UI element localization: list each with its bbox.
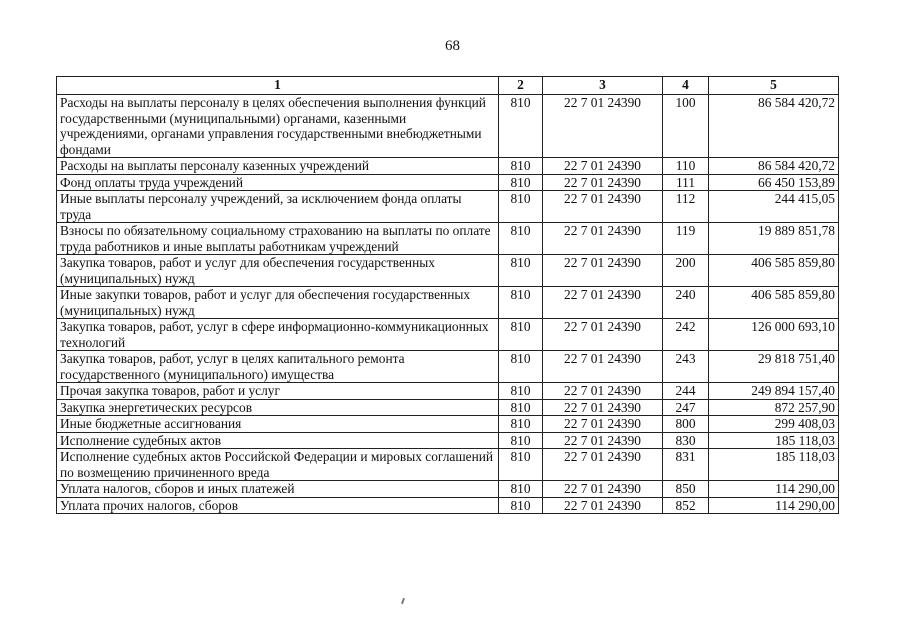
row-ministry-code: 810 [499,383,543,400]
table-row [57,449,839,481]
row-expense-type: 242 [663,319,709,351]
table-row [57,481,839,498]
row-target-article: 22 7 01 24390 [543,223,663,255]
row-amount: 86 584 420,72 [709,158,839,175]
table-row [57,319,839,351]
table-row [57,158,839,175]
row-amount: 406 585 859,80 [709,255,839,287]
row-amount: 19 889 851,78 [709,223,839,255]
row-expense-type: 247 [663,399,709,416]
row-target-article: 22 7 01 24390 [543,319,663,351]
row-target-article: 22 7 01 24390 [543,95,663,158]
table-row [57,497,839,514]
table-row [57,383,839,400]
row-target-article: 22 7 01 24390 [543,416,663,433]
row-amount: 29 818 751,40 [709,351,839,383]
row-expense-type: 800 [663,416,709,433]
table-row [57,255,839,287]
table-row [57,95,839,158]
column-header-4: 4 [663,77,709,95]
row-expense-type: 100 [663,95,709,158]
row-description: Иные выплаты персоналу учреждений, за исключением фонда оплаты труда [57,191,499,223]
row-description: Исполнение судебных актов Российской Федерации и мировых соглашений по возмещению причиненного вреда [57,449,499,481]
row-ministry-code: 810 [499,174,543,191]
row-amount: 86 584 420,72 [709,95,839,158]
row-ministry-code: 810 [499,449,543,481]
row-target-article: 22 7 01 24390 [543,158,663,175]
row-ministry-code: 810 [499,351,543,383]
row-ministry-code: 810 [499,223,543,255]
row-expense-type: 111 [663,174,709,191]
row-amount: 185 118,03 [709,432,839,449]
row-ministry-code: 810 [499,319,543,351]
table-row [57,416,839,433]
row-expense-type: 830 [663,432,709,449]
column-header-5: 5 [709,77,839,95]
budget-table [56,76,839,514]
row-description: Исполнение судебных актов [57,432,499,449]
row-expense-type: 831 [663,449,709,481]
row-ministry-code: 810 [499,432,543,449]
scan-artifact-mark [401,598,405,604]
column-header-3: 3 [543,77,663,95]
row-amount: 66 450 153,89 [709,174,839,191]
row-expense-type: 110 [663,158,709,175]
page-number: 68 [445,38,460,54]
row-ministry-code: 810 [499,416,543,433]
row-amount: 299 408,03 [709,416,839,433]
row-ministry-code: 810 [499,497,543,514]
row-amount: 872 257,90 [709,399,839,416]
row-target-article: 22 7 01 24390 [543,383,663,400]
row-amount: 249 894 157,40 [709,383,839,400]
row-target-article: 22 7 01 24390 [543,255,663,287]
table-row [57,174,839,191]
row-description: Закупка товаров, работ и услуг для обеспечения государственных (муниципальных) нужд [57,255,499,287]
row-expense-type: 240 [663,287,709,319]
row-target-article: 22 7 01 24390 [543,481,663,498]
row-amount: 114 290,00 [709,481,839,498]
row-expense-type: 200 [663,255,709,287]
row-description: Расходы на выплаты персоналу казенных учреждений [57,158,499,175]
row-ministry-code: 810 [499,95,543,158]
column-header-1: 1 [57,77,499,95]
row-expense-type: 112 [663,191,709,223]
row-ministry-code: 810 [499,255,543,287]
row-ministry-code: 810 [499,481,543,498]
row-target-article: 22 7 01 24390 [543,191,663,223]
row-expense-type: 119 [663,223,709,255]
row-expense-type: 243 [663,351,709,383]
row-target-article: 22 7 01 24390 [543,497,663,514]
table-row [57,287,839,319]
row-description: Уплата налогов, сборов и иных платежей [57,481,499,498]
row-description: Закупка товаров, работ, услуг в целях капитального ремонта государственного (муниципального) имущества [57,351,499,383]
row-expense-type: 244 [663,383,709,400]
row-amount: 126 000 693,10 [709,319,839,351]
row-description: Закупка товаров, работ, услуг в сфере информационно-коммуникационных технологий [57,319,499,351]
table-row [57,351,839,383]
row-description: Взносы по обязательному социальному страхованию на выплаты по оплате труда работников и иные выплаты работникам учреждений [57,223,499,255]
table-header-row [57,77,839,95]
row-description: Закупка энергетических ресурсов [57,399,499,416]
table-body [57,95,839,514]
row-description: Уплата прочих налогов, сборов [57,497,499,514]
row-ministry-code: 810 [499,191,543,223]
row-target-article: 22 7 01 24390 [543,287,663,319]
column-header-2: 2 [499,77,543,95]
row-target-article: 22 7 01 24390 [543,399,663,416]
row-target-article: 22 7 01 24390 [543,351,663,383]
row-description: Иные бюджетные ассигнования [57,416,499,433]
row-ministry-code: 810 [499,399,543,416]
table-row [57,223,839,255]
row-target-article: 22 7 01 24390 [543,432,663,449]
row-description: Прочая закупка товаров, работ и услуг [57,383,499,400]
table-row [57,432,839,449]
row-target-article: 22 7 01 24390 [543,449,663,481]
row-description: Расходы на выплаты персоналу в целях обеспечения выполнения функций государственными (муниципальными) органами, казенными учреждениями, органами управления государственными внебюджетными фондами [57,95,499,158]
row-amount: 244 415,05 [709,191,839,223]
row-description: Фонд оплаты труда учреждений [57,174,499,191]
row-ministry-code: 810 [499,158,543,175]
table-row [57,191,839,223]
row-expense-type: 852 [663,497,709,514]
row-amount: 406 585 859,80 [709,287,839,319]
table-row [57,399,839,416]
row-amount: 185 118,03 [709,449,839,481]
row-ministry-code: 810 [499,287,543,319]
row-expense-type: 850 [663,481,709,498]
row-amount: 114 290,00 [709,497,839,514]
row-target-article: 22 7 01 24390 [543,174,663,191]
row-description: Иные закупки товаров, работ и услуг для обеспечения государственных (муниципальных) нужд [57,287,499,319]
